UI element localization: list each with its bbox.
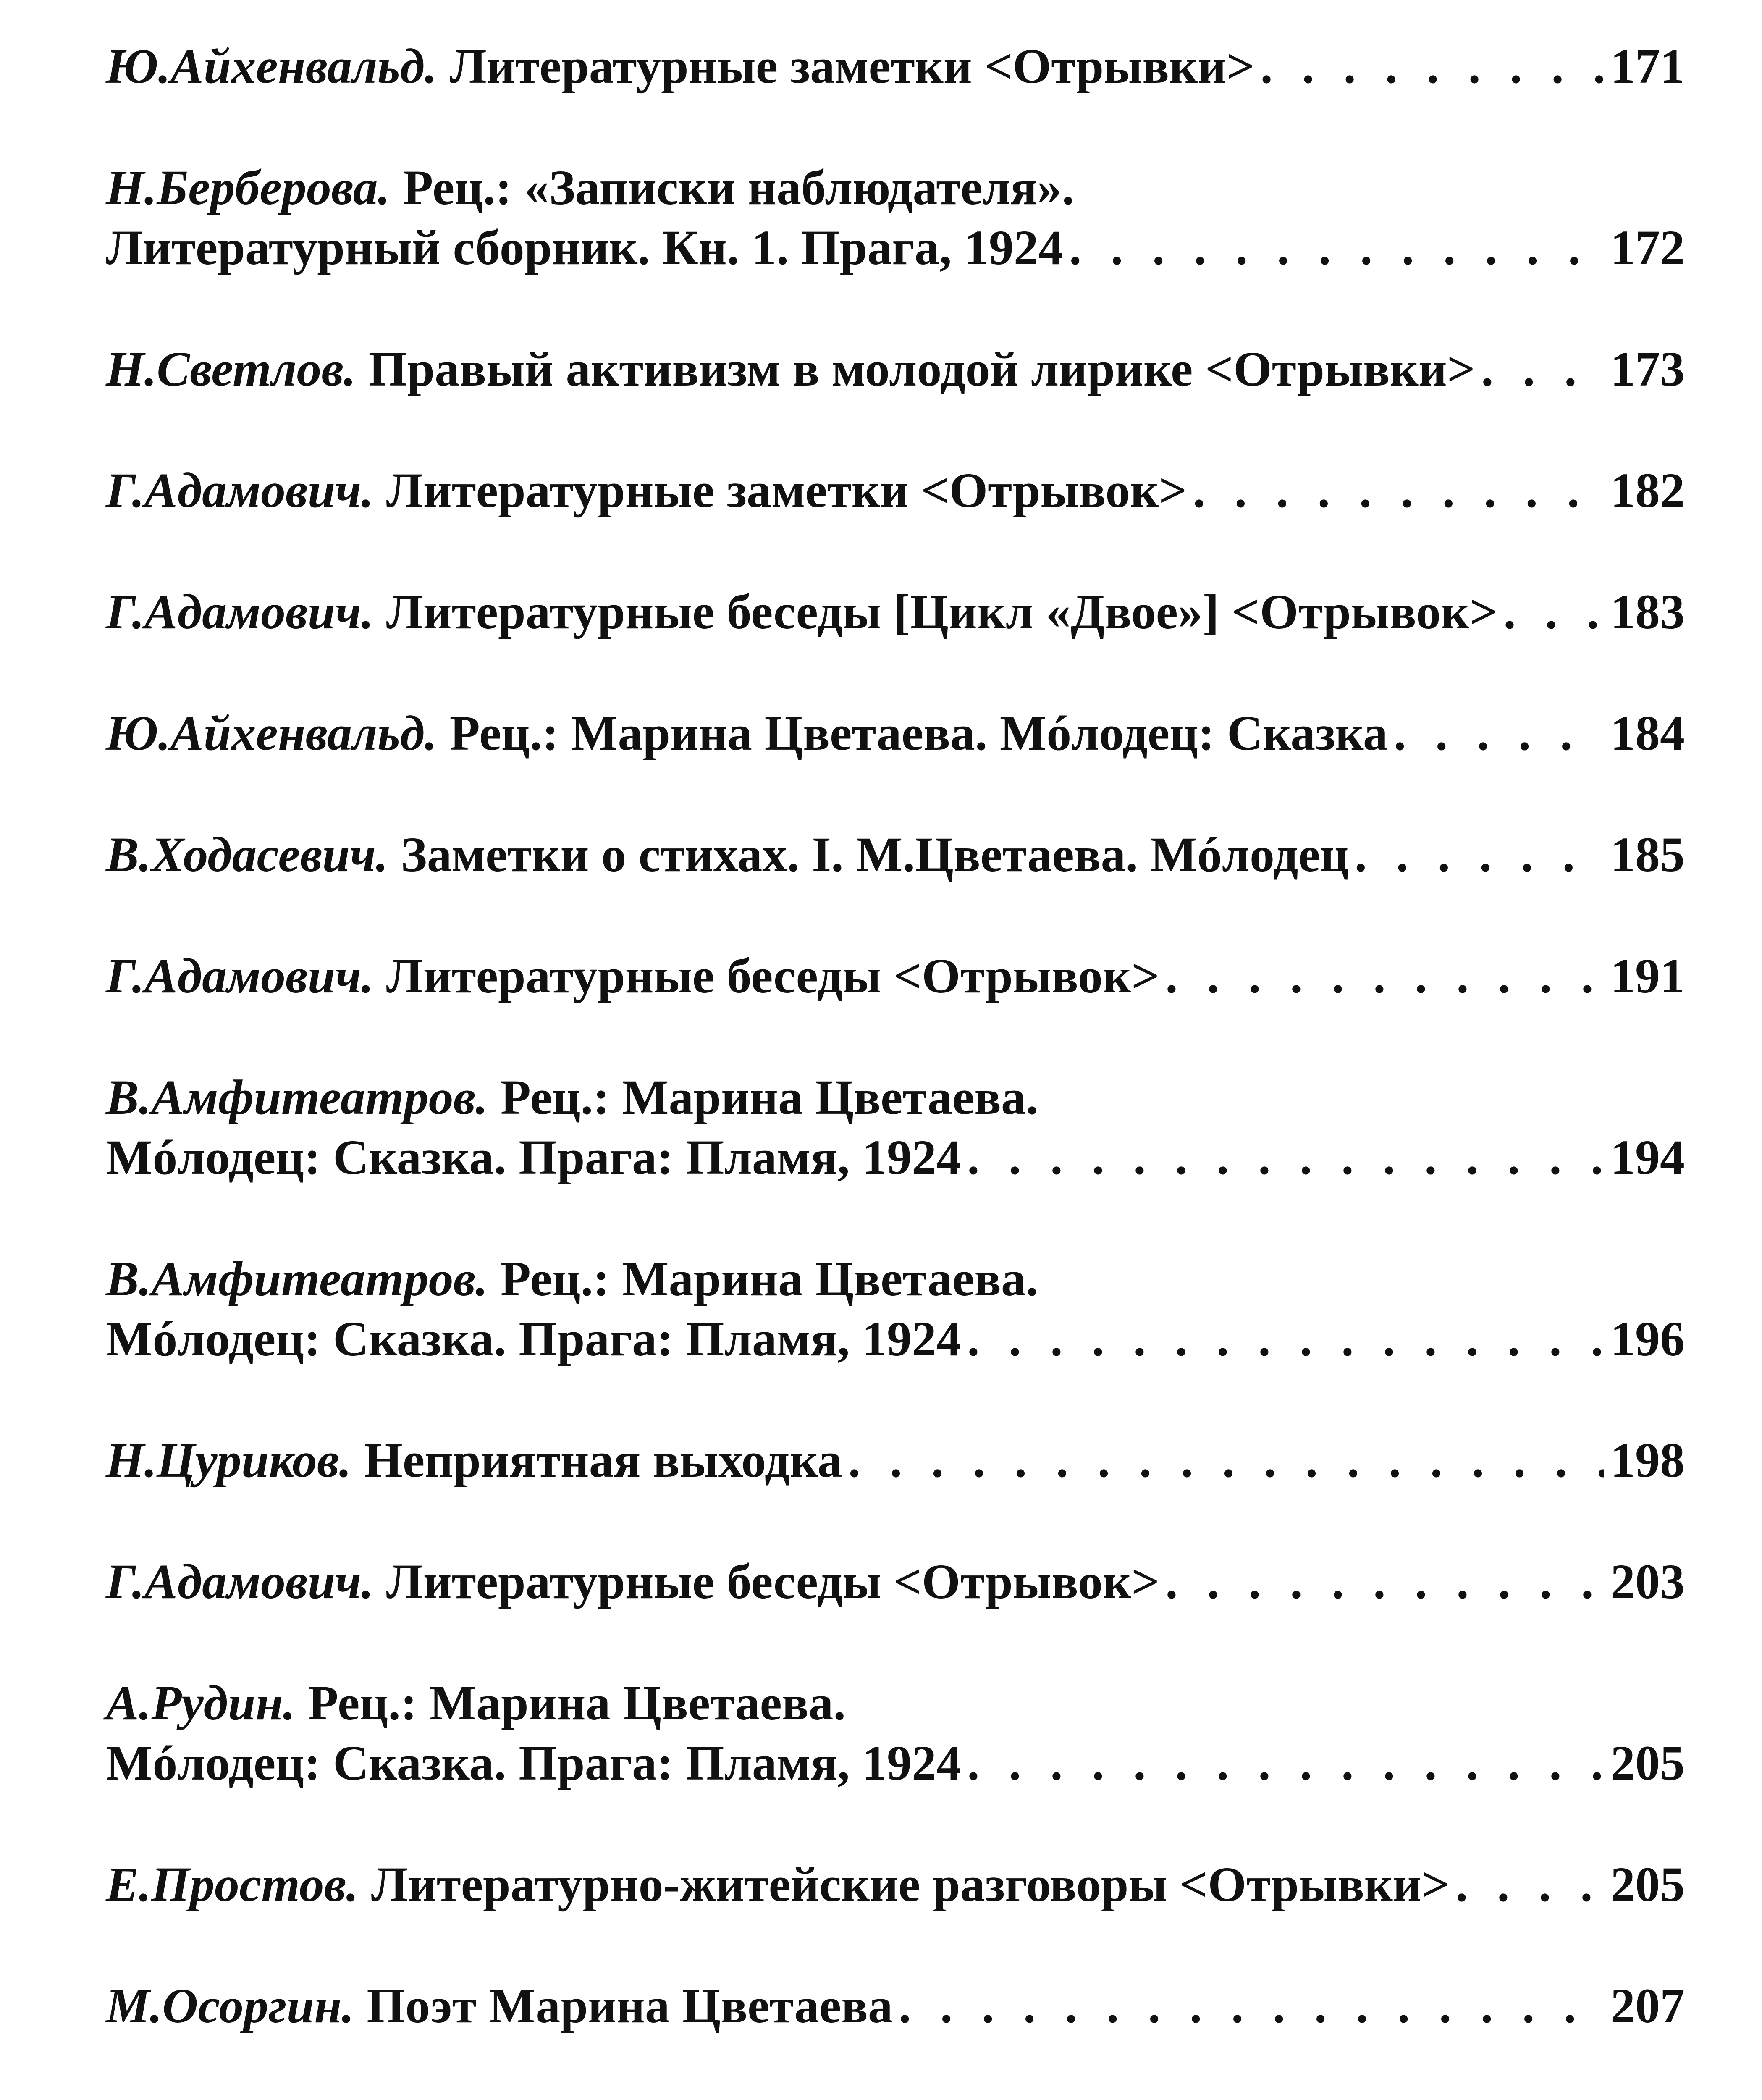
entry-page-number: 172 — [1610, 220, 1685, 275]
dot-leader — [1165, 1551, 1604, 1612]
entry-page-number: 196 — [1610, 1311, 1685, 1366]
entry-author: Г.Адамович. — [106, 463, 374, 518]
entry-title: Литературные заметки <Отрывок> — [386, 463, 1187, 518]
dot-leader — [1355, 824, 1604, 885]
toc-entry-line — [106, 1976, 1685, 2036]
entry-author: В.Амфитеатров. — [106, 1070, 488, 1125]
entry-author: Г.Адамович. — [106, 948, 374, 1003]
dot-leader — [1455, 1854, 1604, 1914]
entry-page-number: 191 — [1610, 948, 1685, 1003]
table-of-contents — [106, 36, 1685, 2100]
entry-title: Заметки о стихах. I. М.Цветаева. Мóлодец — [401, 827, 1349, 882]
dot-leader — [1394, 703, 1604, 763]
entry-title: Литературный сборник. Кн. 1. Прага, 1924 — [106, 220, 1063, 275]
entry-title: Рец.: Марина Цветаева. — [500, 1251, 1038, 1306]
toc-entry-line — [106, 460, 1685, 520]
toc-entry — [106, 824, 1685, 885]
toc-entry — [106, 1430, 1685, 1490]
entry-title: Мóлодец: Сказка. Прага: Пламя, 1924 — [106, 1311, 962, 1366]
entry-title: Литературные беседы [Цикл «Двое»] <Отрывок> — [386, 584, 1498, 639]
entry-title: Поэт Марина Цветаева — [367, 1978, 893, 2033]
toc-entry-line — [106, 1067, 1685, 1127]
toc-entry — [106, 1854, 1685, 1914]
toc-entry — [106, 2097, 1685, 2100]
entry-page-number: 194 — [1610, 1130, 1685, 1185]
entry-page-number: 184 — [1610, 706, 1685, 761]
toc-entry-line — [106, 1430, 1685, 1490]
entry-title: Литературные беседы <Отрывок> — [386, 948, 1160, 1003]
entry-author: М.Осоргин. — [106, 1978, 354, 2033]
entry-title: Литературные заметки <Отрывки> — [449, 39, 1255, 94]
entry-title: Рец.: Марина Цветаева. Мóлодец: Сказка — [449, 706, 1388, 761]
entry-title: Правый активизм в молодой лирике <Отрывки> — [368, 341, 1476, 396]
toc-entry-line — [106, 703, 1685, 763]
entry-title — [331, 2097, 1405, 2100]
entry-title: Литературно-житейские разговоры <Отрывки> — [371, 1857, 1450, 1912]
entry-page-number: 171 — [1610, 39, 1685, 94]
entry-author: Г.Адамович. — [106, 584, 374, 639]
entry-author: В.Амфитеатров. — [106, 1251, 488, 1306]
entry-page-number: 173 — [1610, 341, 1685, 396]
toc-entry — [106, 946, 1685, 1006]
entry-author: Н.Берберова. — [106, 160, 391, 215]
dot-leader — [1481, 339, 1604, 399]
toc-entry — [106, 36, 1685, 96]
toc-entry-line — [106, 1854, 1685, 1914]
toc-entry-line — [106, 2097, 1685, 2100]
toc-entry-line — [106, 1249, 1685, 1309]
toc-entry — [106, 460, 1685, 520]
dot-leader — [1503, 582, 1604, 642]
entry-author: Н.Цуриков. — [106, 1433, 352, 1488]
entry-title: Рец.: «Записки наблюдателя». — [403, 160, 1075, 215]
toc-entry-line — [106, 1551, 1685, 1612]
toc-entry-line — [106, 946, 1685, 1006]
entry-author: Е.Простов. — [106, 1857, 359, 1912]
dot-leader — [1069, 218, 1604, 278]
toc-entry-line — [106, 824, 1685, 885]
toc-entry — [106, 703, 1685, 763]
entry-author: В.Ходасевич. — [106, 827, 388, 882]
dot-leader — [967, 1309, 1604, 1369]
entry-page-number: 182 — [1610, 463, 1685, 518]
entry-title: Рец.: Марина Цветаева. — [308, 1675, 846, 1730]
toc-entry-line — [106, 218, 1685, 278]
entry-author: Ю.Айхенвальд. — [106, 39, 437, 94]
toc-entry-line — [106, 1673, 1685, 1733]
entry-title: Мóлодец: Сказка. Прага: Пламя, 1924 — [106, 1735, 962, 1790]
toc-entry-line — [106, 1733, 1685, 1793]
toc-entry — [106, 158, 1685, 278]
entry-page-number: 185 — [1610, 827, 1685, 882]
entry-page-number: 198 — [1610, 1433, 1685, 1488]
toc-entry-line — [106, 36, 1685, 96]
toc-entry-line — [106, 158, 1685, 218]
entry-title: Неприятная выходка — [364, 1433, 842, 1488]
entry-author: А.Рудин. — [106, 1675, 296, 1730]
dot-leader — [899, 1976, 1604, 2036]
dot-leader — [1165, 946, 1604, 1006]
toc-entry — [106, 1673, 1685, 1793]
entry-page-number: 205 — [1610, 1857, 1685, 1912]
entry-title: Рец.: Марина Цветаева. — [500, 1070, 1038, 1125]
toc-entry-line — [106, 1309, 1685, 1369]
entry-author: Н.Светлов. — [106, 341, 356, 396]
entry-author — [106, 2097, 319, 2100]
entry-page-number: 183 — [1610, 584, 1685, 639]
dot-leader — [848, 1430, 1604, 1490]
entry-page-number: 205 — [1610, 1735, 1685, 1790]
toc-entry — [106, 1067, 1685, 1187]
dot-leader — [967, 1733, 1604, 1793]
toc-entry-line — [106, 1127, 1685, 1187]
dot-leader — [1260, 36, 1604, 96]
toc-entry — [106, 1249, 1685, 1369]
entry-author: Г.Адамович. — [106, 1554, 374, 1609]
entry-page-number: 203 — [1610, 1554, 1685, 1609]
toc-entry-line — [106, 339, 1685, 399]
toc-entry — [106, 1976, 1685, 2036]
toc-entry — [106, 1551, 1685, 1612]
entry-page-number: 207 — [1610, 1978, 1685, 2033]
entry-title: Мóлодец: Сказка. Прага: Пламя, 1924 — [106, 1130, 962, 1185]
toc-entry — [106, 339, 1685, 399]
entry-title: Литературные беседы <Отрывок> — [386, 1554, 1160, 1609]
entry-author: Ю.Айхенвальд. — [106, 706, 437, 761]
dot-leader — [967, 1127, 1604, 1187]
toc-entry — [106, 582, 1685, 642]
dot-leader — [1193, 460, 1604, 520]
toc-entry-line — [106, 582, 1685, 642]
